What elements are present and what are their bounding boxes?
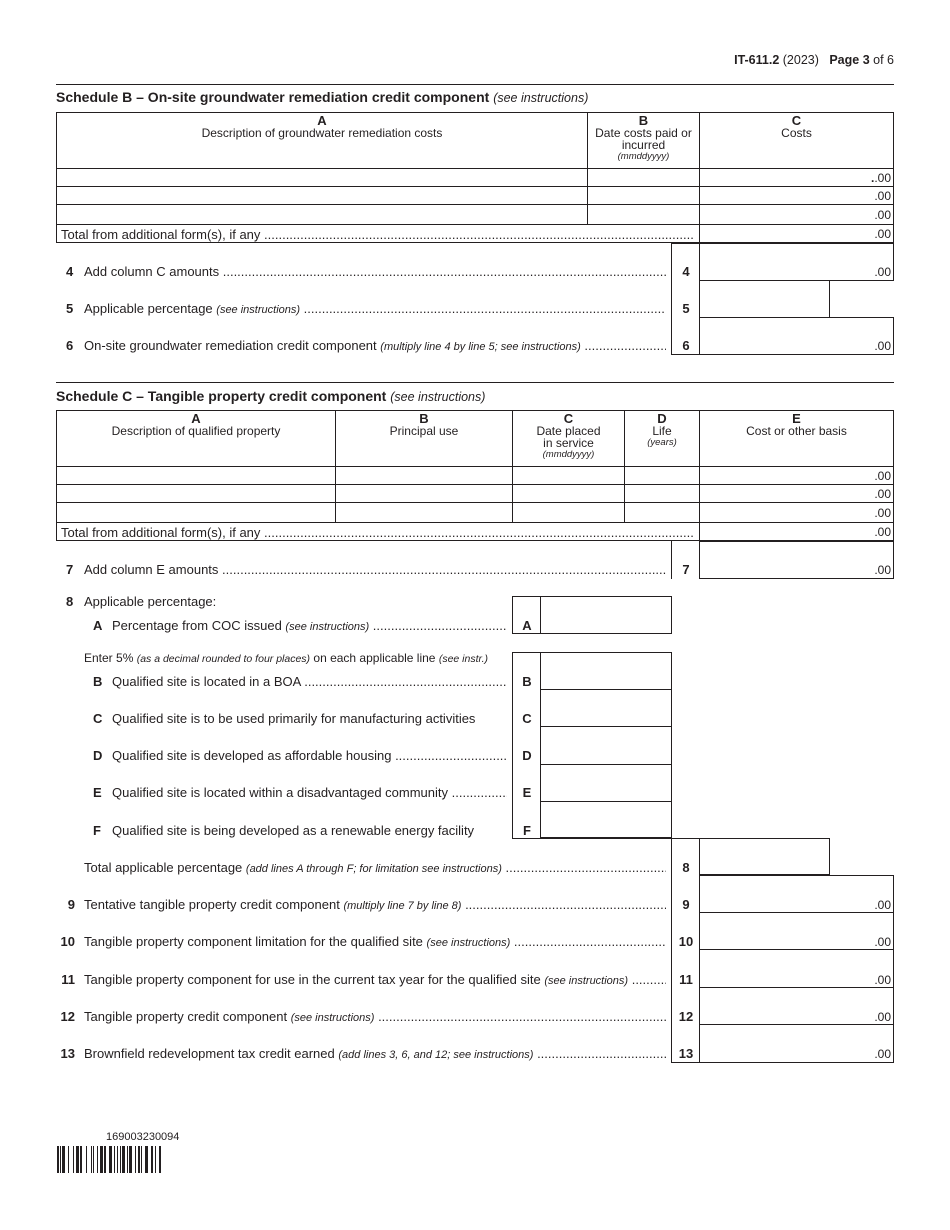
line-8c-input[interactable] xyxy=(540,689,672,727)
line-4-label: Add column C amounts ..... xyxy=(84,264,666,279)
date-input[interactable] xyxy=(588,206,698,224)
form-id: IT-611.2 xyxy=(734,53,780,67)
line-4-num: 4 xyxy=(66,264,74,279)
barcode-icon xyxy=(57,1146,239,1173)
page-of: of 6 xyxy=(873,53,894,67)
divider xyxy=(56,84,894,85)
line-6-num: 6 xyxy=(66,338,74,353)
cost-input[interactable]: ..00 xyxy=(870,171,891,185)
line-12-label: Tangible property credit component (see instructions) ..... xyxy=(84,1009,666,1024)
form-header xyxy=(734,53,894,67)
line-8b-input[interactable] xyxy=(540,652,672,690)
col-header-b: B Date costs paid or incurred (mmddyyyy) xyxy=(595,113,692,162)
col-header-a: A Description of qualified property xyxy=(111,411,281,438)
line-8c-label: Qualified site is to be used primarily for manufacturing activities xyxy=(112,711,476,726)
line-8f-label: Qualified site is being developed as a renewable energy facility xyxy=(112,823,475,838)
cost-input[interactable]: .00 xyxy=(874,189,891,203)
line-8f-input[interactable] xyxy=(540,801,672,839)
cost-input[interactable]: .00 xyxy=(874,208,891,222)
total-additional-input[interactable]: .00 xyxy=(874,525,891,539)
line-8-total-label: Total applicable percentage (add lines A through F; for limitation see instructions) ..... xyxy=(84,860,666,875)
line-5-input[interactable] xyxy=(699,280,830,318)
col-header-b: B Principal use xyxy=(389,411,459,438)
line-8a-input[interactable] xyxy=(540,596,672,634)
line-8b-label: Qualified site is located in a BOA ..... xyxy=(112,674,507,689)
total-additional-input[interactable]: .00 xyxy=(874,227,891,241)
line-10-label: Tangible property component limitation for the qualified site (see instructions) ..... xyxy=(84,934,666,949)
divider xyxy=(56,382,894,383)
line-8d-label: Qualified site is developed as affordable housing ..... xyxy=(112,748,507,763)
desc-input[interactable] xyxy=(57,206,586,224)
col-header-e: E Cost or other basis xyxy=(746,411,847,438)
form-year: (2023) xyxy=(782,53,819,67)
line-13-label: Brownfield redevelopment tax credit earned (add lines 3, 6, and 12; see instructions) ..... xyxy=(84,1046,666,1061)
enter-5pct-note: Enter 5% (as a decimal rounded to four places) on each applicable line (see instr.) xyxy=(84,651,489,665)
col-header-c: C Costs xyxy=(781,113,812,140)
desc-input[interactable] xyxy=(57,169,586,186)
schedule-b-title: Schedule B – On-site groundwater remediation credit component (see instructions) xyxy=(56,89,589,105)
date-input[interactable] xyxy=(588,169,698,186)
cost-input[interactable]: .00 xyxy=(874,506,891,520)
line-8e-label: Qualified site is located within a disadvantaged community ..... xyxy=(112,785,507,800)
line-8e-input[interactable] xyxy=(540,764,672,802)
col-header-d: D Life (years) xyxy=(647,411,677,448)
page-number: 3 xyxy=(862,53,870,67)
line-5-extra xyxy=(829,280,894,318)
desc-input[interactable] xyxy=(57,187,586,204)
cost-input[interactable]: .00 xyxy=(874,487,891,501)
line-8-total-input[interactable] xyxy=(699,838,830,876)
total-additional-label: Total from additional form(s), if any ..... xyxy=(61,227,693,242)
line-8a-label: Percentage from COC issued (see instructions) ..... xyxy=(112,618,507,633)
line-6-label: On-site groundwater remediation credit component (multiply line 4 by line 5; see instructions) ..... xyxy=(84,338,666,353)
total-additional-label: Total from additional form(s), if any ..... xyxy=(61,525,693,540)
line-8d-input[interactable] xyxy=(540,726,672,765)
col-header-c: C Date placed in service (mmddyyyy) xyxy=(536,411,601,460)
line-11-label: Tangible property component for use in the current tax year for the qualified site (see instructions) ..... xyxy=(84,972,666,987)
date-input[interactable] xyxy=(588,187,698,204)
schedule-c-title: Schedule C – Tangible property credit component (see instructions) xyxy=(56,388,486,404)
cost-input[interactable]: .00 xyxy=(874,469,891,483)
line-9-label: Tentative tangible property credit component (multiply line 7 by line 8) ..... xyxy=(84,897,666,912)
line-8-label: Applicable percentage: xyxy=(84,594,217,609)
line-5-label: Applicable percentage (see instructions) ..... xyxy=(84,301,666,316)
line-5-num: 5 xyxy=(66,301,74,316)
page-label: Page xyxy=(829,53,860,67)
barcode-number: 169003230094 xyxy=(106,1131,180,1143)
line-7-label: Add column E amounts ..... xyxy=(84,562,666,577)
col-header-a: A Description of groundwater remediation costs xyxy=(201,113,443,140)
